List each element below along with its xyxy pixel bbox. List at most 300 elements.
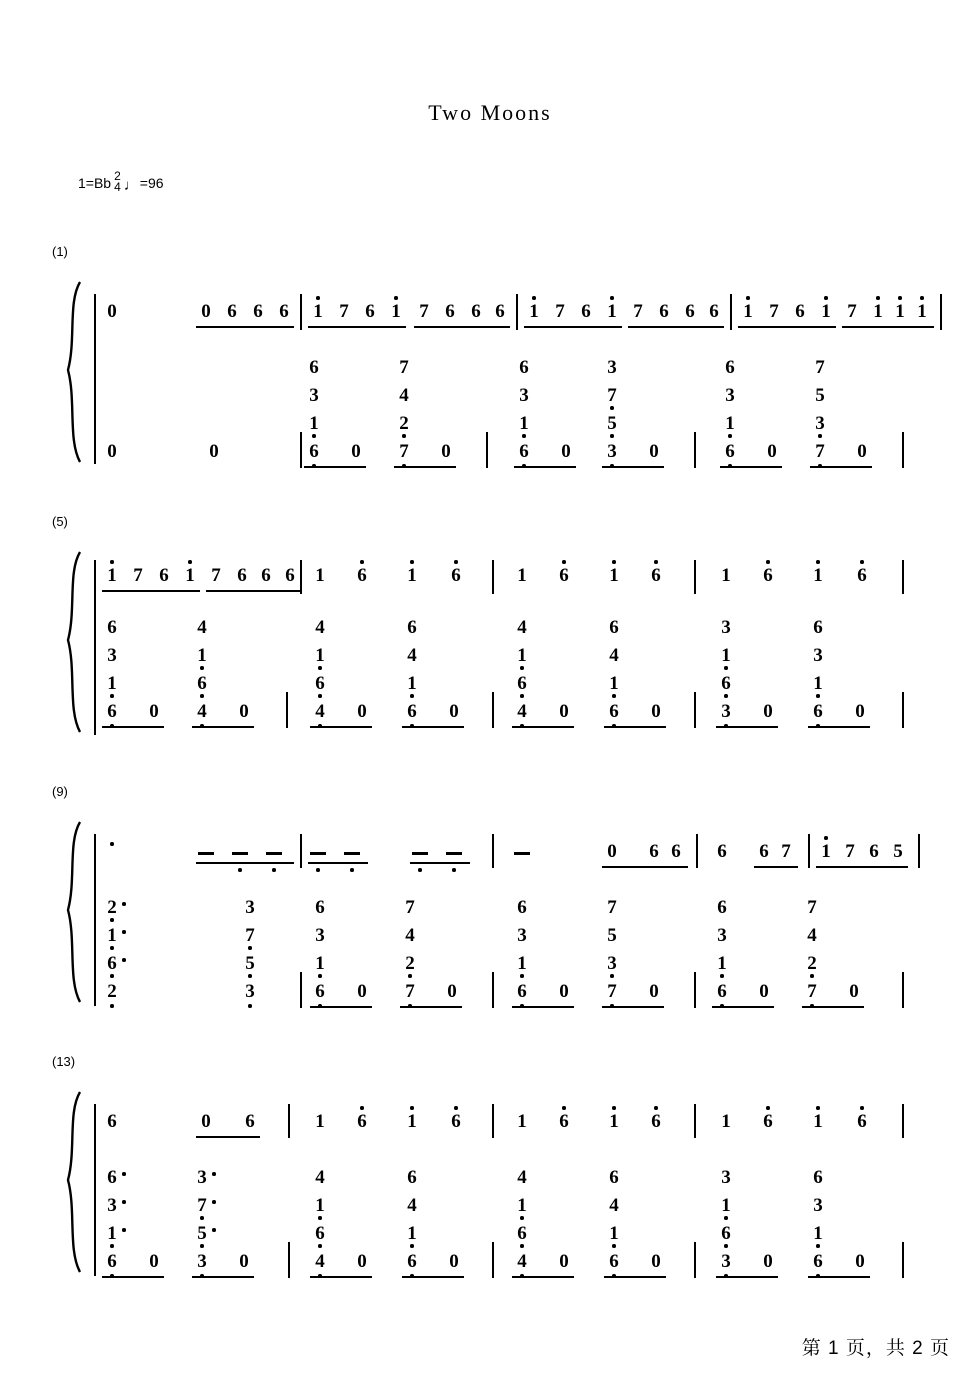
note: 1 bbox=[821, 841, 831, 862]
beam-line bbox=[842, 326, 934, 328]
note: 6 bbox=[451, 1111, 461, 1132]
chord-note: 2 bbox=[807, 953, 817, 974]
octave-dot-above bbox=[188, 560, 192, 564]
bass-note: 4 bbox=[315, 1251, 325, 1272]
note: 1 bbox=[517, 565, 527, 586]
note: 6 bbox=[671, 841, 681, 862]
note: 6 bbox=[651, 1111, 661, 1132]
octave-dot-below bbox=[610, 974, 614, 978]
augmentation-dot bbox=[212, 1172, 216, 1176]
beam-line bbox=[720, 466, 782, 468]
note: 7 bbox=[769, 301, 779, 322]
chord-note: 1 bbox=[609, 673, 619, 694]
octave-dot-above bbox=[454, 560, 458, 564]
beam-line bbox=[196, 326, 294, 328]
beam-line bbox=[810, 466, 872, 468]
chord-note: 5 bbox=[815, 385, 825, 406]
octave-dot-above bbox=[612, 1106, 616, 1110]
chord-note: 3 bbox=[245, 981, 255, 1002]
beam-line bbox=[628, 326, 724, 328]
octave-dot-below bbox=[316, 868, 320, 872]
barline bbox=[902, 972, 904, 1008]
chord-note: 6 bbox=[315, 1223, 325, 1244]
octave-dot-below bbox=[724, 666, 728, 670]
chord-note: 6 bbox=[107, 617, 117, 638]
note: 1 bbox=[391, 301, 401, 322]
note: 6 bbox=[651, 565, 661, 586]
octave-dot-below bbox=[610, 406, 614, 410]
bass-note: 0 bbox=[441, 441, 451, 462]
bass-note: 3 bbox=[607, 441, 617, 462]
octave-dot-below bbox=[318, 666, 322, 670]
augmentation-dot bbox=[122, 1228, 126, 1232]
octave-dot-below bbox=[200, 694, 204, 698]
bass-note: 0 bbox=[149, 701, 159, 722]
octave-dot-below bbox=[818, 434, 822, 438]
bass-note: 6 bbox=[725, 441, 735, 462]
octave-dot-below bbox=[610, 434, 614, 438]
chord-note: 1 bbox=[517, 645, 527, 666]
octave-dot-below bbox=[200, 666, 204, 670]
chord-note: 3 bbox=[309, 385, 319, 406]
octave-dot-below bbox=[350, 868, 354, 872]
bass-note: 6 bbox=[315, 981, 325, 1002]
system-4-label: (13) bbox=[52, 1054, 76, 1069]
chord-note: 6 bbox=[517, 1223, 527, 1244]
barline bbox=[902, 1104, 904, 1138]
chord-note: 1 bbox=[517, 1195, 527, 1216]
bass-note: 6 bbox=[407, 701, 417, 722]
note: 1 bbox=[517, 1111, 527, 1132]
barline bbox=[694, 1104, 696, 1138]
bass-note: 0 bbox=[559, 701, 569, 722]
octave-dot-below bbox=[720, 974, 724, 978]
hold-dash bbox=[266, 852, 282, 855]
chord-note: 1 bbox=[107, 925, 117, 946]
barline bbox=[918, 834, 920, 868]
beam-line bbox=[308, 862, 368, 864]
beam-line bbox=[414, 326, 510, 328]
barline bbox=[730, 294, 732, 330]
chord-note: 3 bbox=[725, 385, 735, 406]
hold-dash bbox=[310, 852, 326, 855]
bass-note: 6 bbox=[609, 701, 619, 722]
chord-note: 4 bbox=[517, 1167, 527, 1188]
note: 7 bbox=[633, 301, 643, 322]
chord-note: 1 bbox=[315, 1195, 325, 1216]
chord-note: 6 bbox=[717, 897, 727, 918]
bass-note: 4 bbox=[197, 701, 207, 722]
bass-note: 0 bbox=[855, 1251, 865, 1272]
note: 1 bbox=[721, 565, 731, 586]
barline bbox=[300, 972, 302, 1008]
octave-dot-below bbox=[728, 434, 732, 438]
note: 6 bbox=[253, 301, 263, 322]
beam-line bbox=[808, 1276, 870, 1278]
note: 1 bbox=[609, 1111, 619, 1132]
octave-dot-below bbox=[724, 1216, 728, 1220]
octave-dot-below bbox=[408, 974, 412, 978]
beam-line bbox=[310, 1006, 372, 1008]
beam-line bbox=[102, 590, 200, 592]
augmentation-dot bbox=[122, 1172, 126, 1176]
chord-note: 3 bbox=[517, 925, 527, 946]
beam-line bbox=[304, 466, 366, 468]
chord-note: 6 bbox=[725, 357, 735, 378]
barline bbox=[300, 834, 302, 868]
octave-dot-below bbox=[410, 694, 414, 698]
bass-note: 0 bbox=[857, 441, 867, 462]
octave-dot-above bbox=[316, 296, 320, 300]
key-signature: 1=Bb bbox=[78, 175, 112, 192]
note: 6 bbox=[451, 565, 461, 586]
system-brace bbox=[60, 1090, 86, 1275]
bass-note: 0 bbox=[855, 701, 865, 722]
note: 1 bbox=[407, 1111, 417, 1132]
octave-dot-below bbox=[110, 694, 114, 698]
hold-dash bbox=[446, 852, 462, 855]
note: 6 bbox=[857, 1111, 867, 1132]
system-1-label: (1) bbox=[52, 244, 68, 259]
augmentation-dot bbox=[122, 958, 126, 962]
note: 5 bbox=[893, 841, 903, 862]
chord-note: 6 bbox=[609, 617, 619, 638]
octave-dot-below bbox=[810, 974, 814, 978]
chord-note: 3 bbox=[607, 357, 617, 378]
note: 1 bbox=[529, 301, 539, 322]
bass-note: 7 bbox=[607, 981, 617, 1002]
beam-line bbox=[514, 466, 576, 468]
barline bbox=[300, 560, 302, 594]
note: 7 bbox=[555, 301, 565, 322]
note: 6 bbox=[685, 301, 695, 322]
bass-note: 0 bbox=[763, 1251, 773, 1272]
augmentation-dot bbox=[110, 842, 114, 846]
note: 6 bbox=[107, 1111, 117, 1132]
beam-line bbox=[394, 466, 456, 468]
note: 6 bbox=[559, 1111, 569, 1132]
bass-note: 0 bbox=[559, 1251, 569, 1272]
chord-note: 5 bbox=[245, 953, 255, 974]
chord-note: 6 bbox=[107, 953, 117, 974]
note: 6 bbox=[245, 1111, 255, 1132]
chord-note: 3 bbox=[721, 1167, 731, 1188]
note: 1 bbox=[609, 565, 619, 586]
note: 6 bbox=[763, 1111, 773, 1132]
chord-note: 1 bbox=[609, 1223, 619, 1244]
note: 1 bbox=[895, 301, 905, 322]
chord-note: 1 bbox=[107, 673, 117, 694]
chord-note: 3 bbox=[813, 1195, 823, 1216]
octave-dot-above bbox=[876, 296, 880, 300]
bass-note: 6 bbox=[813, 701, 823, 722]
bass-note: 0 bbox=[649, 981, 659, 1002]
time-signature: 2 4 bbox=[114, 169, 121, 195]
chord-note: 1 bbox=[315, 645, 325, 666]
chord-note: 6 bbox=[517, 673, 527, 694]
chord-note: 3 bbox=[107, 1195, 117, 1216]
chord-note: 7 bbox=[197, 1195, 207, 1216]
note: 1 bbox=[185, 565, 195, 586]
chord-note: 1 bbox=[717, 953, 727, 974]
beam-line bbox=[512, 1006, 574, 1008]
chord-note: 2 bbox=[405, 953, 415, 974]
barline bbox=[492, 692, 494, 728]
bass-note: 7 bbox=[399, 441, 409, 462]
chord-note: 4 bbox=[609, 1195, 619, 1216]
bass-note: 0 bbox=[767, 441, 777, 462]
note: 6 bbox=[279, 301, 289, 322]
bass-note: 0 bbox=[447, 981, 457, 1002]
octave-dot-above bbox=[532, 296, 536, 300]
octave-dot-below bbox=[110, 974, 114, 978]
octave-dot-below bbox=[248, 1004, 252, 1008]
octave-dot-above bbox=[410, 560, 414, 564]
note: 6 bbox=[357, 1111, 367, 1132]
octave-dot-below bbox=[200, 1244, 204, 1248]
chord-note: 7 bbox=[399, 357, 409, 378]
note: 7 bbox=[781, 841, 791, 862]
octave-dot-above bbox=[110, 560, 114, 564]
chord-note: 7 bbox=[405, 897, 415, 918]
bass-note: 7 bbox=[807, 981, 817, 1002]
chord-note: 1 bbox=[519, 413, 529, 434]
chord-note: 6 bbox=[721, 1223, 731, 1244]
barline bbox=[808, 834, 810, 868]
bass-note: 6 bbox=[813, 1251, 823, 1272]
octave-dot-below bbox=[272, 868, 276, 872]
bass-note: 0 bbox=[357, 1251, 367, 1272]
chord-note: 2 bbox=[107, 897, 117, 918]
note: 6 bbox=[717, 841, 727, 862]
barline bbox=[516, 294, 518, 330]
beam-line bbox=[310, 1276, 372, 1278]
chord-note: 6 bbox=[407, 1167, 417, 1188]
octave-dot-below bbox=[816, 1244, 820, 1248]
bass-note: 0 bbox=[239, 1251, 249, 1272]
octave-dot-above bbox=[612, 560, 616, 564]
bass-note: 0 bbox=[651, 701, 661, 722]
barline bbox=[694, 560, 696, 594]
barline bbox=[902, 432, 904, 468]
bass-note: 0 bbox=[149, 1251, 159, 1272]
barline bbox=[486, 432, 488, 468]
barline bbox=[492, 834, 494, 868]
system-2-label: (5) bbox=[52, 514, 68, 529]
beam-line bbox=[712, 1006, 774, 1008]
chord-note: 1 bbox=[813, 673, 823, 694]
bass-note: 0 bbox=[239, 701, 249, 722]
chord-note: 4 bbox=[609, 645, 619, 666]
beam-line bbox=[738, 326, 836, 328]
bass-note: 0 bbox=[651, 1251, 661, 1272]
beam-line bbox=[512, 1276, 574, 1278]
octave-dot-below bbox=[520, 694, 524, 698]
barline bbox=[300, 294, 302, 330]
beam-line bbox=[808, 726, 870, 728]
barline bbox=[492, 972, 494, 1008]
note: 1 bbox=[873, 301, 883, 322]
page-footer: 第 1 页，共 2 页 bbox=[801, 1338, 950, 1359]
note: 1 bbox=[607, 301, 617, 322]
barline bbox=[286, 692, 288, 728]
chord-note: 1 bbox=[407, 1223, 417, 1244]
octave-dot-above bbox=[394, 296, 398, 300]
bass-note: 0 bbox=[849, 981, 859, 1002]
note: 6 bbox=[763, 565, 773, 586]
octave-dot-above bbox=[610, 296, 614, 300]
barline bbox=[902, 692, 904, 728]
note: 6 bbox=[357, 565, 367, 586]
chord-note: 3 bbox=[519, 385, 529, 406]
octave-dot-below bbox=[520, 666, 524, 670]
octave-dot-above bbox=[860, 560, 864, 564]
barline bbox=[288, 1104, 290, 1138]
chord-note: 7 bbox=[807, 897, 817, 918]
chord-note: 6 bbox=[315, 673, 325, 694]
octave-dot-above bbox=[562, 560, 566, 564]
octave-dot-below bbox=[724, 1244, 728, 1248]
bass-note: 7 bbox=[815, 441, 825, 462]
octave-dot-above bbox=[410, 1106, 414, 1110]
note: 6 bbox=[869, 841, 879, 862]
bass-note: 7 bbox=[405, 981, 415, 1002]
octave-dot-below bbox=[522, 434, 526, 438]
note: 6 bbox=[559, 565, 569, 586]
bass-note: 0 bbox=[357, 981, 367, 1002]
octave-dot-below bbox=[110, 1004, 114, 1008]
chord-note: 4 bbox=[807, 925, 817, 946]
bass-note: 6 bbox=[519, 441, 529, 462]
octave-dot-below bbox=[452, 868, 456, 872]
chord-note: 6 bbox=[197, 673, 207, 694]
octave-dot-below bbox=[318, 1244, 322, 1248]
note: 1 bbox=[315, 565, 325, 586]
chord-note: 3 bbox=[315, 925, 325, 946]
bass-note: 0 bbox=[107, 441, 117, 462]
chord-note: 1 bbox=[721, 645, 731, 666]
chord-note: 4 bbox=[197, 617, 207, 638]
barline bbox=[694, 972, 696, 1008]
beam-line bbox=[524, 326, 622, 328]
octave-dot-below bbox=[318, 694, 322, 698]
chord-note: 1 bbox=[517, 953, 527, 974]
note: 0 bbox=[607, 841, 617, 862]
barline bbox=[492, 1242, 494, 1278]
note: 7 bbox=[211, 565, 221, 586]
chord-note: 3 bbox=[107, 645, 117, 666]
chord-note: 6 bbox=[315, 897, 325, 918]
chord-note: 6 bbox=[609, 1167, 619, 1188]
barline bbox=[94, 1104, 96, 1276]
chord-note: 4 bbox=[405, 925, 415, 946]
chord-note: 3 bbox=[721, 617, 731, 638]
note: 1 bbox=[813, 1111, 823, 1132]
chord-note: 4 bbox=[315, 1167, 325, 1188]
octave-dot-below bbox=[318, 1216, 322, 1220]
beam-line bbox=[400, 1006, 462, 1008]
note: 1 bbox=[107, 565, 117, 586]
chord-note: 1 bbox=[725, 413, 735, 434]
note: 6 bbox=[495, 301, 505, 322]
note: 6 bbox=[857, 565, 867, 586]
chord-note: 3 bbox=[607, 953, 617, 974]
octave-dot-above bbox=[562, 1106, 566, 1110]
beam-line bbox=[192, 726, 254, 728]
bass-note: 6 bbox=[107, 1251, 117, 1272]
note: 6 bbox=[445, 301, 455, 322]
beam-line bbox=[410, 862, 470, 864]
chord-note: 4 bbox=[315, 617, 325, 638]
chord-note: 6 bbox=[519, 357, 529, 378]
octave-dot-above bbox=[920, 296, 924, 300]
octave-dot-below bbox=[110, 918, 114, 922]
bass-note: 6 bbox=[107, 701, 117, 722]
beam-line bbox=[602, 866, 688, 868]
octave-dot-above bbox=[746, 296, 750, 300]
bass-note: 6 bbox=[517, 981, 527, 1002]
hold-dash bbox=[198, 852, 214, 855]
note: 1 bbox=[721, 1111, 731, 1132]
beam-line bbox=[716, 726, 778, 728]
chord-note: 6 bbox=[107, 1167, 117, 1188]
bass-note: 6 bbox=[717, 981, 727, 1002]
bass-note: 0 bbox=[209, 441, 219, 462]
chord-note: 3 bbox=[245, 897, 255, 918]
octave-dot-below bbox=[418, 868, 422, 872]
barline bbox=[288, 1242, 290, 1278]
octave-dot-above bbox=[824, 296, 828, 300]
augmentation-dot bbox=[122, 902, 126, 906]
chord-note: 6 bbox=[813, 617, 823, 638]
augmentation-dot bbox=[122, 1200, 126, 1204]
note: 6 bbox=[659, 301, 669, 322]
page-title: Two Moons bbox=[428, 100, 552, 125]
barline bbox=[694, 692, 696, 728]
barline bbox=[902, 560, 904, 594]
note: 6 bbox=[649, 841, 659, 862]
hold-dash bbox=[344, 852, 360, 855]
note: 6 bbox=[285, 565, 295, 586]
octave-dot-above bbox=[824, 836, 828, 840]
note: 7 bbox=[419, 301, 429, 322]
barline bbox=[492, 560, 494, 594]
bass-note: 0 bbox=[449, 701, 459, 722]
bass-note: 3 bbox=[197, 1251, 207, 1272]
beam-line bbox=[308, 326, 406, 328]
octave-dot-above bbox=[816, 1106, 820, 1110]
beam-line bbox=[310, 726, 372, 728]
augmentation-dot bbox=[212, 1228, 216, 1232]
note: 7 bbox=[339, 301, 349, 322]
hold-dash bbox=[232, 852, 248, 855]
octave-dot-below bbox=[410, 1244, 414, 1248]
note: 1 bbox=[917, 301, 927, 322]
bass-note: 0 bbox=[351, 441, 361, 462]
octave-dot-below bbox=[724, 694, 728, 698]
bass-note: 0 bbox=[561, 441, 571, 462]
beam-line bbox=[716, 1276, 778, 1278]
chord-note: 7 bbox=[607, 385, 617, 406]
barline bbox=[902, 1242, 904, 1278]
beam-line bbox=[602, 1006, 664, 1008]
note: 0 bbox=[201, 1111, 211, 1132]
chord-note: 6 bbox=[407, 617, 417, 638]
note: 7 bbox=[847, 301, 857, 322]
beam-line bbox=[604, 1276, 666, 1278]
hold-dash bbox=[514, 852, 530, 855]
bass-note: 0 bbox=[649, 441, 659, 462]
